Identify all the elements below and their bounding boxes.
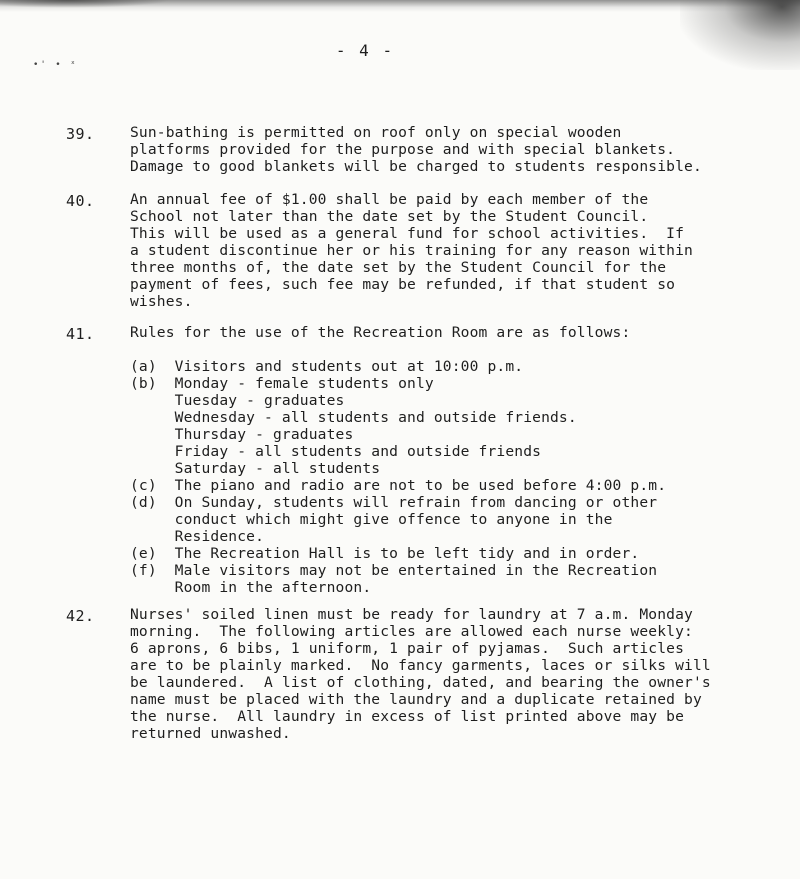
rule-number: 39. (66, 125, 95, 143)
sub-rule-line: Residence. (130, 528, 265, 545)
rule-text-line: platforms provided for the purpose and with special blankets. (130, 141, 676, 158)
rule-text-line: payment of fees, such fee may be refunded, if that student so (130, 276, 676, 293)
rule-text-line: three months of, the date set by the Student Council for the (130, 259, 667, 276)
scan-smudge-left (0, 0, 170, 8)
sub-rule-line: Wednesday - all students and outside friends. (130, 409, 577, 426)
rule-text-line: the nurse. All laundry in excess of list printed above may be (130, 708, 685, 725)
stray-mark: •' • ˣ (33, 60, 78, 70)
rule-text-line: Damage to good blankets will be charged to students responsible. (130, 158, 702, 175)
sub-rule-line: (a) Visitors and students out at 10:00 p.m. (130, 358, 524, 375)
sub-rule-line: Saturday - all students (130, 460, 381, 477)
rule-text-line: are to be plainly marked. No fancy garments, laces or silks will (130, 657, 711, 674)
sub-rule-line: (c) The piano and radio are not to be used before 4:00 p.m. (130, 477, 667, 494)
sub-rule-line: Tuesday - graduates (130, 392, 345, 409)
page-number: - 4 - (335, 41, 395, 60)
rule-text-line: name must be placed with the laundry and a duplicate retained by (130, 691, 702, 708)
rule-text-line: a student discontinue her or his training for any reason within (130, 242, 693, 259)
sub-rule-line: Thursday - graduates (130, 426, 354, 443)
rule-text-line: Sun-bathing is permitted on roof only on special wooden (130, 124, 622, 141)
rule-number: 41. (66, 325, 95, 343)
sub-rule-line: Friday - all students and outside friends (130, 443, 542, 460)
sub-rule-line: (e) The Recreation Hall is to be left tidy and in order. (130, 545, 640, 562)
sub-rule-line: conduct which might give offence to anyone in the (130, 511, 613, 528)
sub-rule-line: Room in the afternoon. (130, 579, 372, 596)
rule-number: 42. (66, 607, 95, 625)
rule-text-line: be laundered. A list of clothing, dated, and bearing the owner's (130, 674, 711, 691)
sub-rule-line: (f) Male visitors may not be entertained in the Recreation (130, 562, 658, 579)
rule-text-line: returned unwashed. (130, 725, 291, 742)
rule-text-line: morning. The following articles are allowed each nurse weekly: (130, 623, 693, 640)
rule-number: 40. (66, 192, 95, 210)
rule-intro: Rules for the use of the Recreation Room are as follows: (130, 324, 631, 341)
rule-text-line: An annual fee of $1.00 shall be paid by each member of the (130, 191, 649, 208)
sub-rule-line: (d) On Sunday, students will refrain from dancing or other (130, 494, 658, 511)
rule-text-line: wishes. (130, 293, 193, 310)
rule-text-line: Nurses' soiled linen must be ready for laundry at 7 a.m. Monday (130, 606, 693, 623)
rule-text-line: This will be used as a general fund for school activities. If (130, 225, 685, 242)
rule-text-line: 6 aprons, 6 bibs, 1 uniform, 1 pair of pyjamas. Such articles (130, 640, 685, 657)
sub-rule-line: (b) Monday - female students only (130, 375, 434, 392)
rule-text-line: School not later than the date set by the Student Council. (130, 208, 649, 225)
